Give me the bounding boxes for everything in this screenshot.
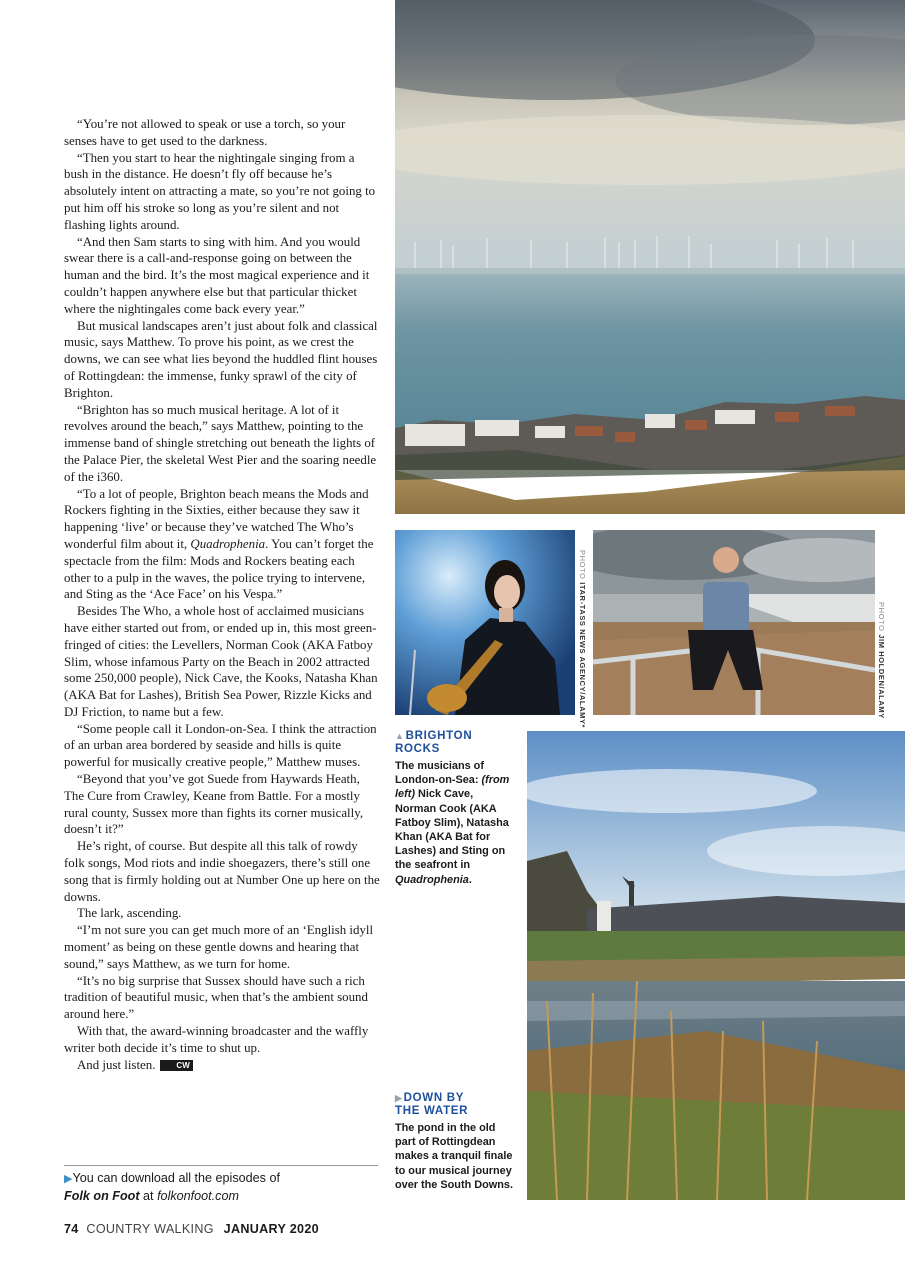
- coastline-image: [395, 0, 905, 514]
- norman-cook-photo: [593, 530, 875, 715]
- arrow-icon: ▶: [64, 1173, 73, 1185]
- magazine-name: COUNTRY WALKING: [86, 1222, 214, 1236]
- folio: [64, 1222, 319, 1236]
- nick-cave-photo: [395, 530, 575, 715]
- footnote: ▶You can download all the episodes of Folk on Foot at folkonfoot.com: [64, 1171, 280, 1203]
- paragraph: He’s right, of course. But despite all this talk of rowdy folk songs, Mod riots and indie shoegazers, there’s still one song that is firmly holding out at Number One up here on the downs.: [64, 839, 380, 904]
- paragraph: Besides The Who, a whole host of acclaimed musicians have either started out from, or ended up in, this most green-fringed of cities: the Levellers, Norman Cook (AKA Fatboy Slim, whose infamous Party on the Beach in 2002 attracted some 250,000 people), Nick Cave, the Kooks, Natasha Khan (AKA Bat for Lashes), British Sea Power, Rizzle Kicks and DJ Friction, to name but a few.: [64, 604, 378, 719]
- paragraph: “Then you start to hear the nightingale singing from a bush in the distance. He doesn’t fly off because he’s absolutely intent on attracting a mate, so you’re not going to put him off his stroke so long as you’re silent and not flashing lights around.: [64, 150, 376, 232]
- beach-image: [593, 530, 875, 715]
- paragraph: “And then Sam starts to sing with him. And you would swear there is a call-and-response going on between the human and the bird. It’s the most magical experience and it couldn’t happen anywhere else but that particular thicket where the nightingales come back every year.”: [64, 234, 370, 316]
- coastline-photo: [395, 0, 905, 514]
- film-title: Quadrophenia: [190, 536, 266, 551]
- paragraph: The lark, ascending.: [77, 906, 182, 921]
- paragraph: With that, the award-winning broadcaster and the waffly writer both decide it’s time to shut up.: [64, 1024, 369, 1055]
- right-arrow-icon: ▶: [395, 1093, 403, 1103]
- caption-brighton-rocks: [395, 730, 517, 887]
- paragraph: “It’s no big surprise that Sussex should have such a rich tradition of beautiful music, when that’s the ambient sound around here.”: [64, 973, 368, 1022]
- article-body: [64, 116, 380, 1073]
- musician-image: [395, 530, 575, 715]
- footnote-divider: [64, 1165, 378, 1166]
- caption-heading: ▶DOWN BY THE WATER: [395, 1092, 469, 1117]
- pond-image: [527, 731, 905, 1200]
- up-arrow-icon: ▲: [395, 731, 405, 741]
- photo-credit: PHOTO JIM HOLDEN/ALAMY: [877, 602, 886, 719]
- rottingdean-pond-photo: [527, 731, 905, 1200]
- cw-end-mark: CW: [160, 1060, 192, 1071]
- paragraph: “I’m not sure you can get much more of an ‘English idyll moment’ as being on these gentle downs and hearing that sound,” says Matthew, as we turn for home.: [64, 923, 374, 971]
- page-number: 74: [64, 1222, 79, 1236]
- paragraph: “To a lot of people, Brighton beach means the Mods and Rockers fighting in the Sixties, either because they saw it happening ‘live’ or because they’ve watched The Who’s wonderful film about it, Quadrophenia. You can’t forget the spectacle from the film: Mods and Rockers beating each other to a pulp in the waves, the police trying to intervene, and Sting as the ‘Ace Face’ on his Vespa.”: [64, 486, 374, 602]
- caption-heading: ▲BRIGHTON ROCKS: [395, 730, 473, 755]
- paragraph: “Beyond that you’ve got Suede from Haywards Heath, The Cure from Crawley, Keane from Battle. For a mostly rural county, Sussex more than fights its corner musically, doesn’t it?”: [64, 772, 364, 837]
- caption-down-by-the-water: [395, 1092, 513, 1192]
- paragraph: “Brighton has so much musical heritage. A lot of it revolves around the beach,” says Matthew, pointing to the immense band of shingle stretching out beneath the lights of the Palace Pier, the skeletal West Pier and the soaring needle of the i360.: [64, 402, 377, 484]
- paragraph: But musical landscapes aren’t just about folk and classical music, says Matthew. To prove his point, as we crest the downs, we can see what lies beyond the huddled flint houses of Rottingdean: the immense, funky sprawl of the city of Brighton.: [64, 318, 378, 400]
- podcast-title: Folk on Foot: [64, 1189, 140, 1203]
- issue-date: JANUARY 2020: [223, 1222, 319, 1236]
- photo-credit: PHOTO ITAR-TASS NEWS AGENCY/ALAMY*: [578, 550, 587, 729]
- paragraph: And just listen. CW: [64, 1057, 380, 1074]
- caption-text: The musicians of London-on-Sea: (from left) Nick Cave, Norman Cook (AKA Fatboy Slim), Natasha Khan (AKA Bat for Lashes) and Sting on the seafront in Quadrophenia.: [395, 760, 510, 886]
- paragraph: “Some people call it London-on-Sea. I think the attraction of an urban area bordered by seaside and hills is quite powerful for musically creative people,” Matthew muses.: [64, 721, 377, 770]
- caption-text: The pond in the old part of Rottingdean makes a tranquil finale to our musical journey over the South Downs.: [395, 1122, 513, 1191]
- website-link[interactable]: folkonfoot.com: [157, 1189, 239, 1203]
- paragraph: “You’re not allowed to speak or use a torch, so your senses have to get used to the darkness.: [64, 117, 346, 148]
